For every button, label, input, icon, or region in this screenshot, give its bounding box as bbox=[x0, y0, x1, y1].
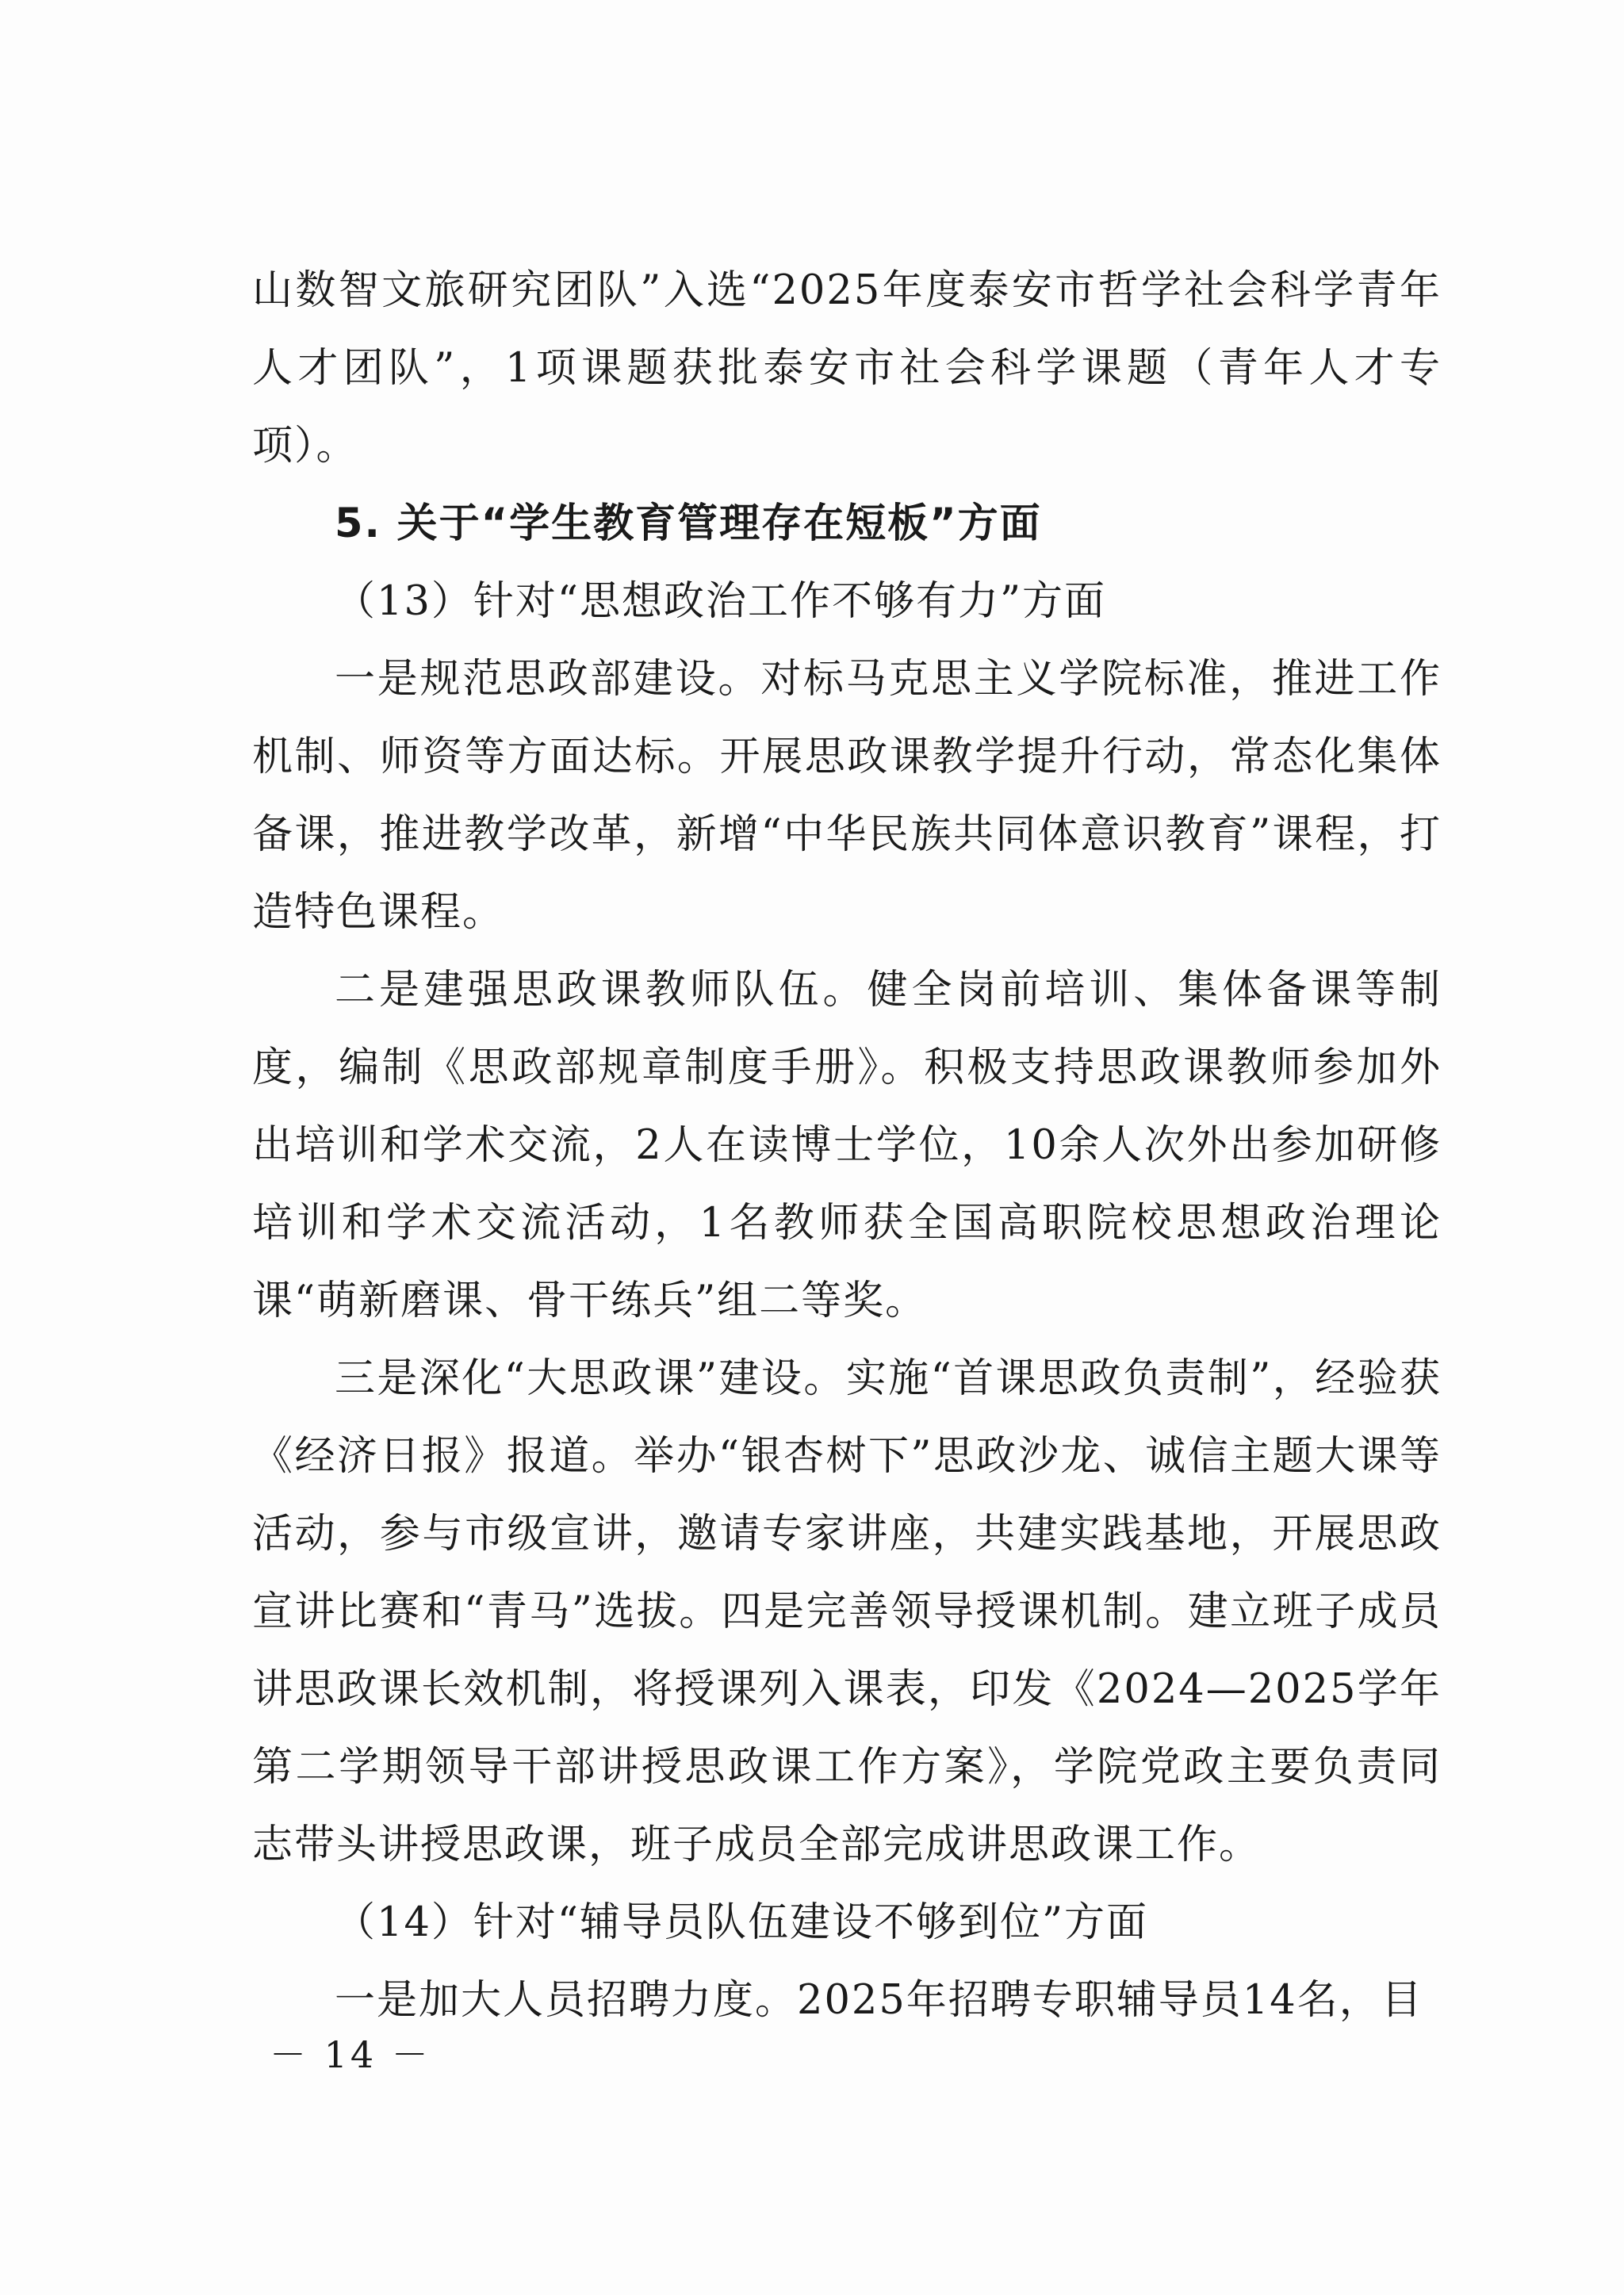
section-heading-5: 5. 关于“学生教育管理存在短板”方面 bbox=[335, 500, 1042, 547]
subsection-heading-13: （13）针对“思想政治工作不够有力”方面 bbox=[335, 578, 1107, 625]
paragraph-3: 三是深化“大思政课”建设。实施“首课思政负责制”，经验获《经济日报》报道。举办“银杏树下”思政沙龙、诚信主题大课等活动，参与市级宣讲，邀请专家讲座，共建实践基地，开展思政宣讲比赛和“青马”选拔。四是完善领导授课机制。建立班子成员讲思政课长效机制，将授课列入课表，印发《2024—2025学年第二学期领导干部讲授思政课工作方案》，学院党政主要负责同志带头讲授思政课，班子成员全部完成讲思政课工作。 bbox=[252, 1355, 1442, 1868]
paragraph-4: 一是加大人员招聘力度。2025年招聘专职辅导员14名，目 bbox=[335, 1977, 1423, 2024]
paragraph-2: 二是建强思政课教师队伍。健全岗前培训、集体备课等制度，编制《思政部规章制度手册》。积极支持思政课教师参加外出培训和学术交流，2人在读博士学位，10余人次外出参加研修培训和学术交流活动，1名教师获全国高职院校思想政治理论课“萌新磨课、骨干练兵”组二等奖。 bbox=[252, 967, 1442, 1324]
body-text bbox=[252, 252, 1442, 2040]
page-number: － 14 － bbox=[270, 2033, 431, 2076]
paragraph-continuation: 山数智文旅研究团队”入选“2025年度泰安市哲学社会科学青年人才团队”，1项课题获批泰安市社会科学课题（青年人才专项）。 bbox=[252, 267, 1442, 469]
subsection-heading-14: （14）针对“辅导员队伍建设不够到位”方面 bbox=[335, 1899, 1149, 1946]
paragraph-1: 一是规范思政部建设。对标马克思主义学院标准，推进工作机制、师资等方面达标。开展思政课教学提升行动，常态化集体备课，推进教学改革，新增“中华民族共同体意识教育”课程，打造特色课程。 bbox=[252, 656, 1442, 936]
